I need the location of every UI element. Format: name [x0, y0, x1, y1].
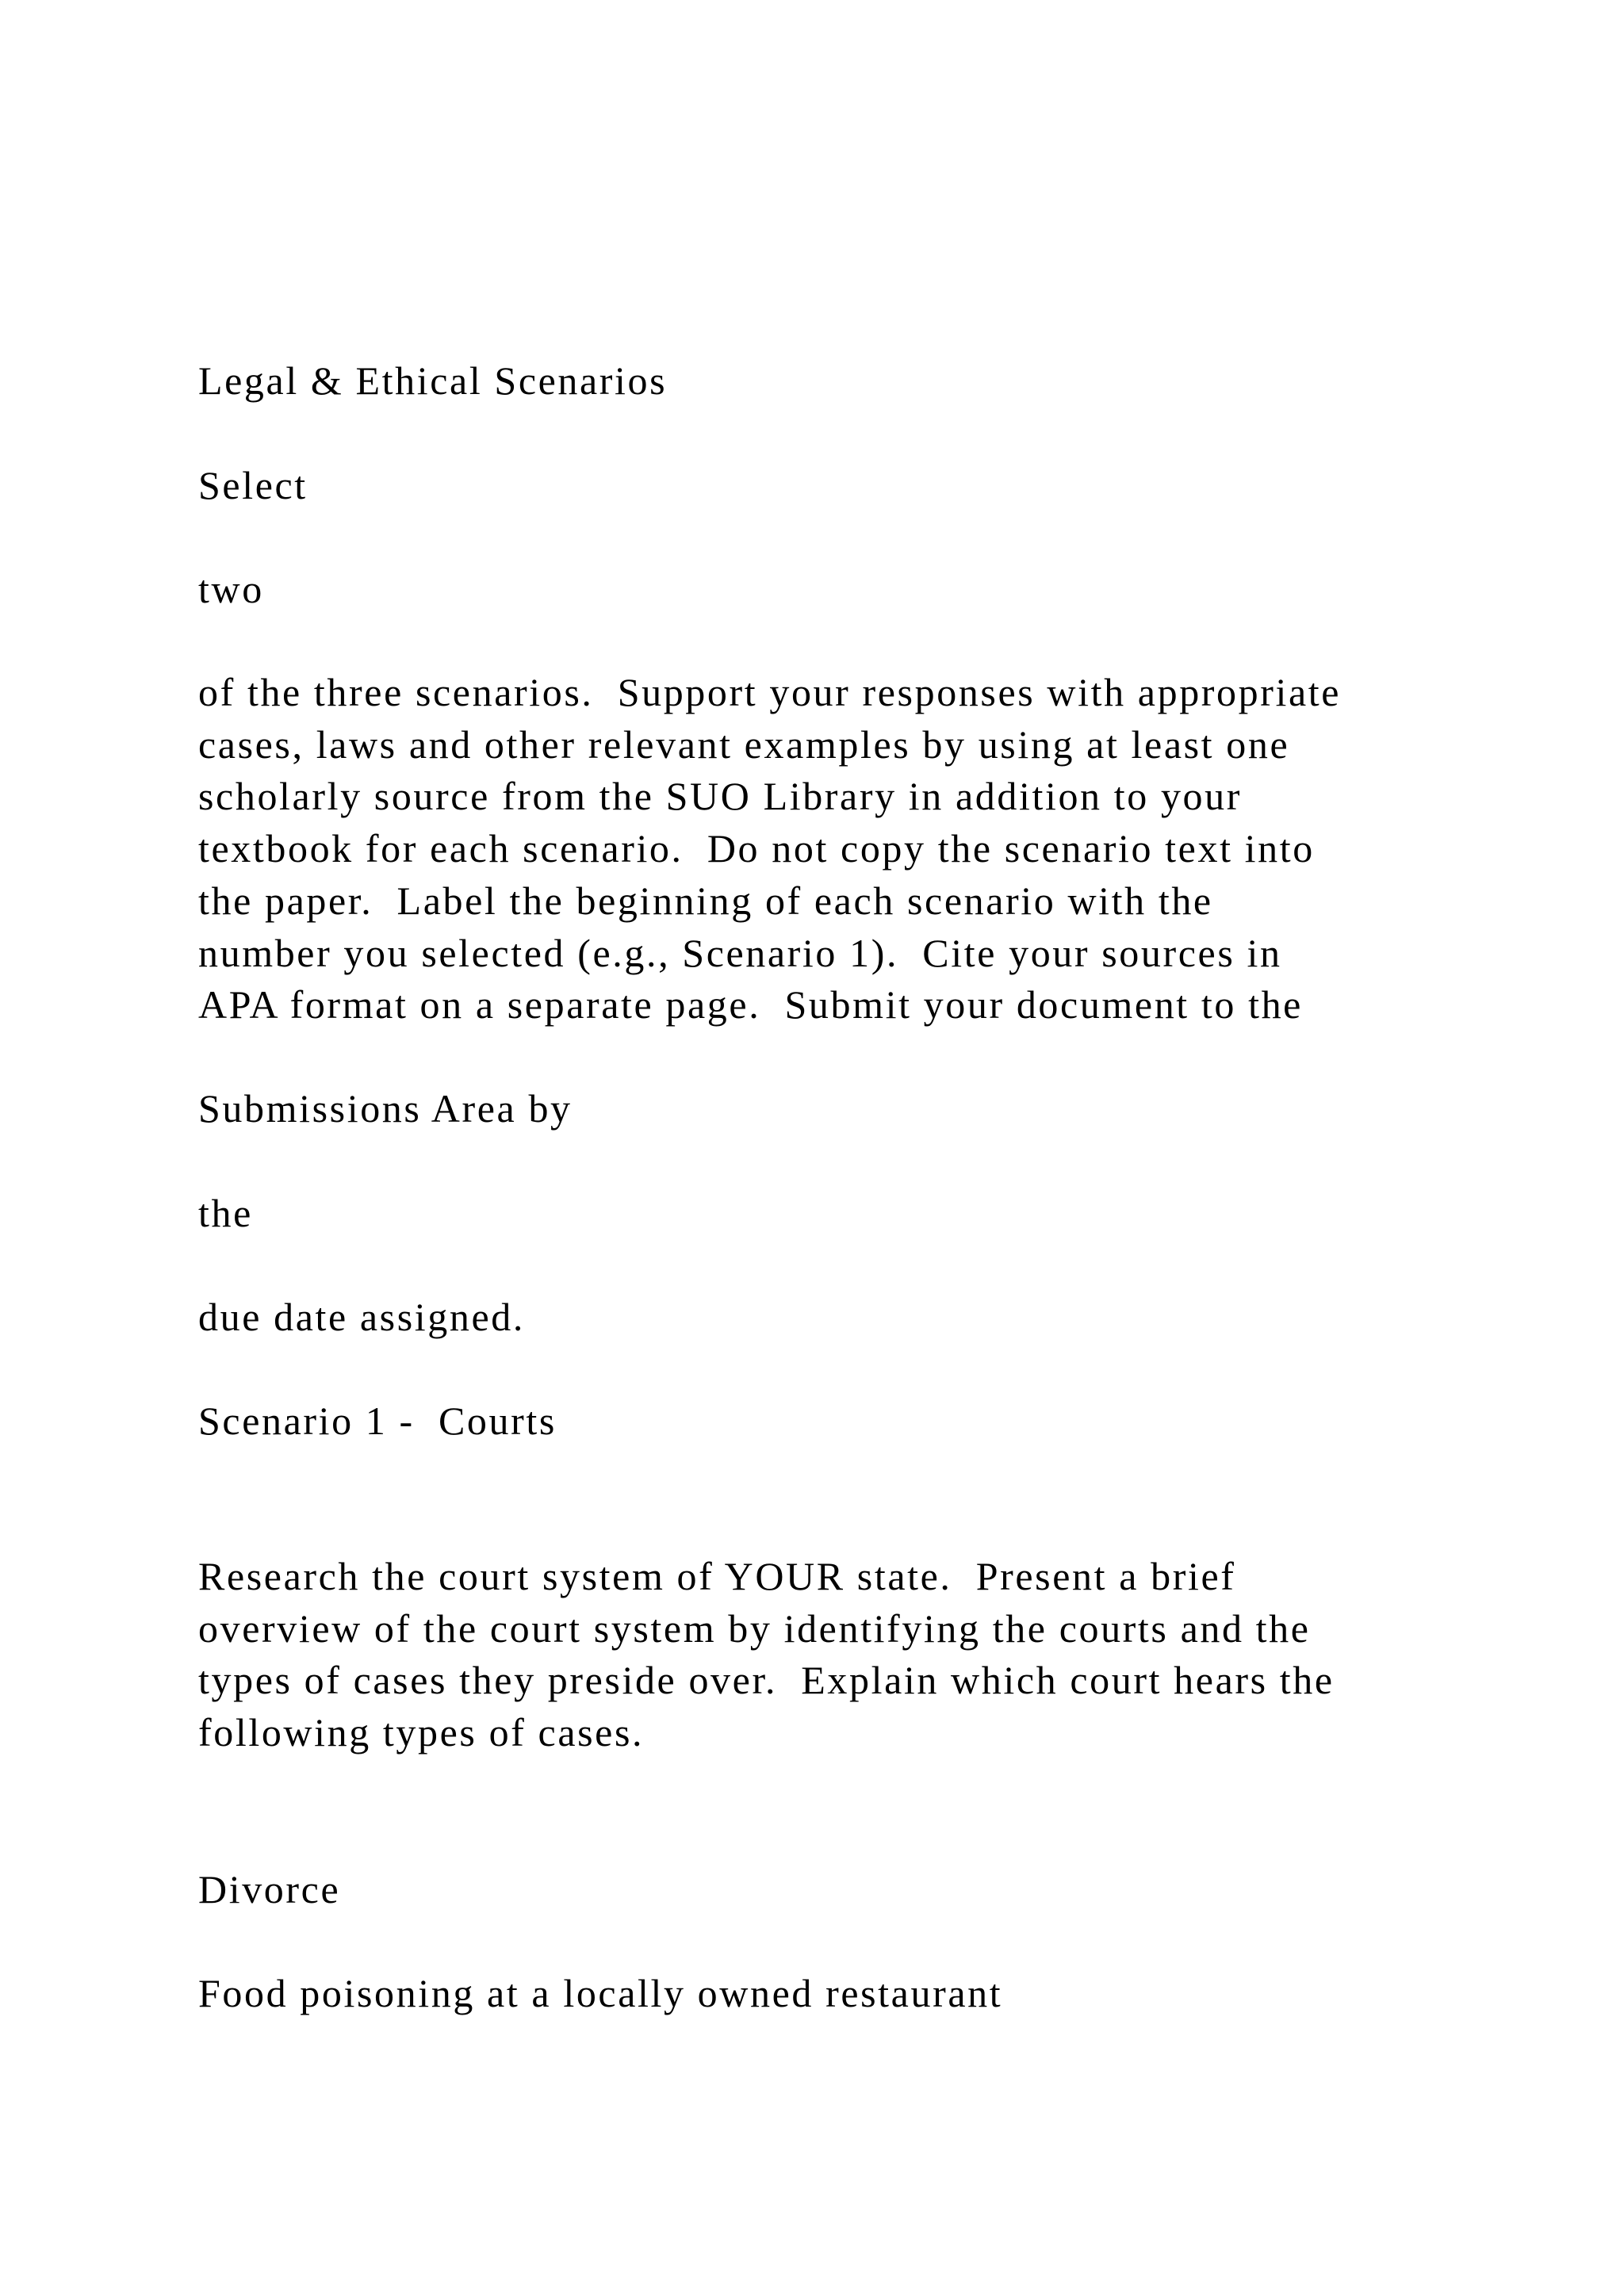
- instructions-paragraph: [198, 667, 1341, 1031]
- document-title: Legal & Ethical Scenarios: [198, 358, 668, 403]
- due-date-text: due date assigned.: [198, 1295, 525, 1339]
- scenario-body-line: types of cases they preside over. Explain which court hears the: [198, 1658, 1335, 1703]
- scenario-body-line: following types of cases.: [198, 1710, 645, 1755]
- instructions-line: scholarly source from the SUO Library in addition to your: [198, 774, 1242, 819]
- scenario-body-line: Research the court system of YOUR state. Present a brief: [198, 1554, 1236, 1598]
- the-word: the: [198, 1191, 253, 1235]
- two-word: two: [198, 567, 264, 611]
- instructions-line: of the three scenarios. Support your responses with appropriate: [198, 670, 1342, 714]
- select-word: Select: [198, 463, 308, 507]
- scenario-body-line: overview of the court system by identifying the courts and the: [198, 1605, 1311, 1651]
- scenario-1-body: [198, 1551, 1335, 1759]
- case-item-food-poisoning: Food poisoning at a locally owned restaurant: [198, 1971, 1003, 2015]
- case-item-divorce: Divorce: [198, 1867, 341, 1911]
- instructions-line: the paper. Label the beginning of each scenario with the: [198, 878, 1213, 923]
- instructions-line: cases, laws and other relevant examples by using at least one: [198, 721, 1290, 767]
- instructions-line: number you selected (e.g., Scenario 1). Cite your sources in: [198, 930, 1282, 975]
- scenario-1-heading: Scenario 1 - Courts: [198, 1399, 557, 1443]
- instructions-line: textbook for each scenario. Do not copy the scenario text into: [198, 826, 1315, 871]
- instructions-line: APA format on a separate page. Submit your document to the: [198, 982, 1303, 1027]
- submissions-area-text: Submissions Area by: [198, 1086, 573, 1131]
